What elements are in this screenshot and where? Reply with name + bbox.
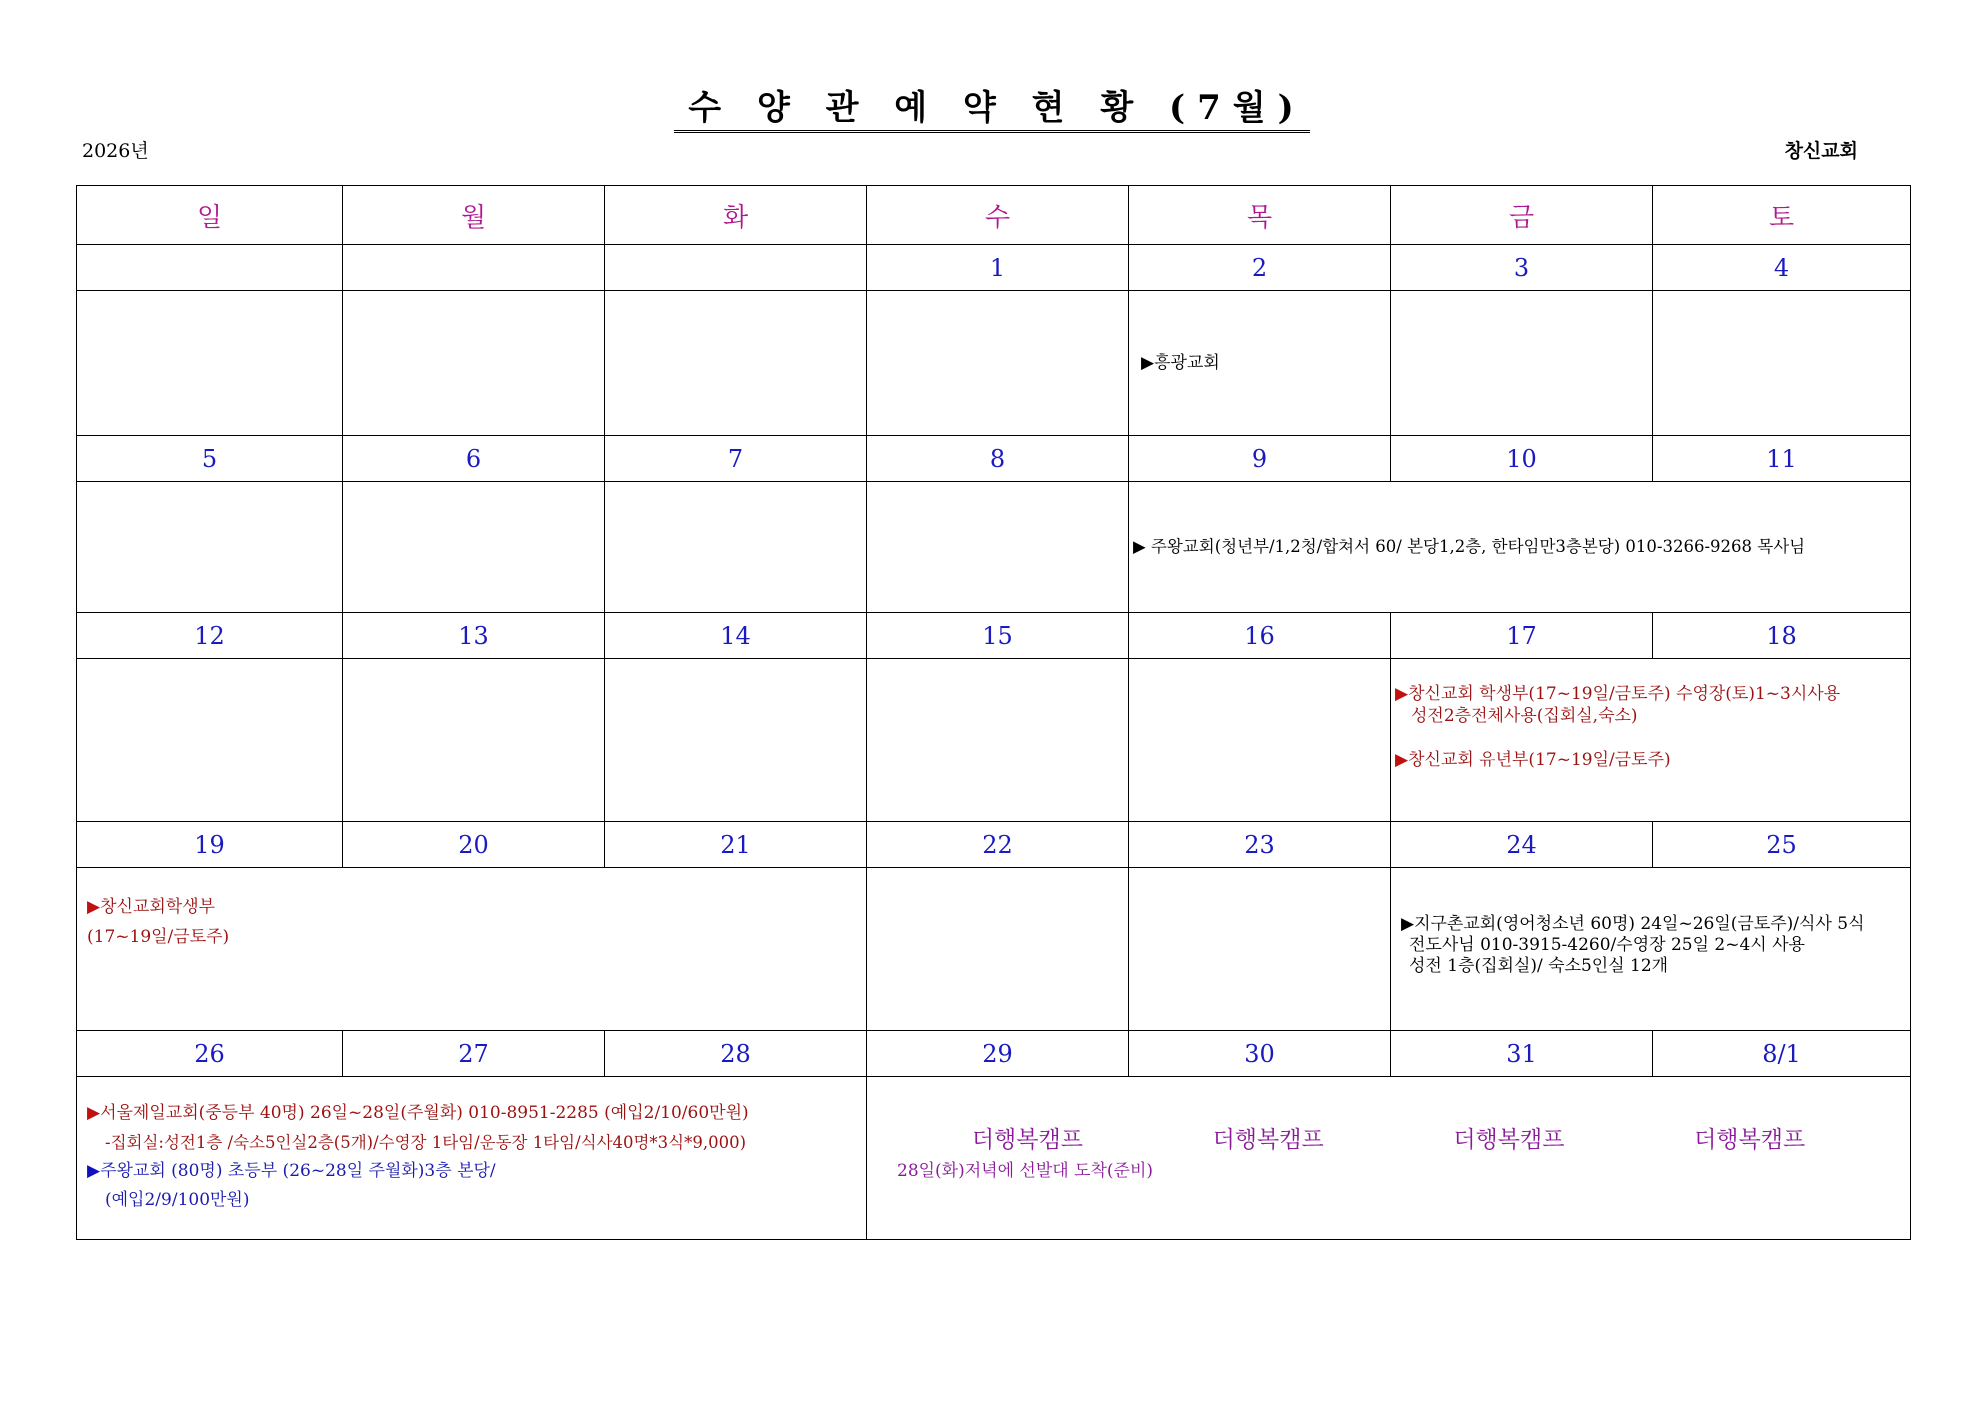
event-cell: [77, 291, 343, 436]
event-cell: [1129, 659, 1391, 822]
event-cell: [343, 482, 605, 613]
weekday-sun: 일: [77, 186, 343, 245]
weekday-sat: 토: [1653, 186, 1911, 245]
event-cell: [1391, 659, 1911, 822]
date-cell: 15: [867, 613, 1129, 659]
event-cell: [867, 868, 1129, 1031]
week-1-events: [77, 291, 1911, 436]
event-item-detail: -집회실:성전1층 /숙소5인실2층(5개)/수영장 1타임/운동장 1타임/식사40명*3식*9,000): [105, 1133, 747, 1152]
date-cell: 12: [77, 613, 343, 659]
event-cell: [343, 291, 605, 436]
date-cell: [605, 245, 867, 291]
church-name: 창신교회: [1784, 140, 1858, 162]
event-cell: [867, 291, 1129, 436]
week-2-dates: [77, 436, 1911, 482]
date-cell: [343, 245, 605, 291]
event-cell: [605, 291, 867, 436]
event-item: ▶서울제일교회(중등부 40명) 26일~28일(주월화) 010-8951-2285 (예입2/10/60만원): [87, 1103, 749, 1123]
event-item: ▶지구촌교회(영어청소년 60명) 24일~26일(금토주)/식사 5식: [1401, 914, 1865, 934]
event-item: 더행복캠프: [1453, 1127, 1565, 1153]
date-cell: 21: [605, 822, 867, 868]
date-cell: 2: [1129, 245, 1391, 291]
event-cell: [867, 482, 1129, 613]
event-cell: [1653, 291, 1911, 436]
event-cell: [605, 482, 867, 613]
date-cell: 30: [1129, 1031, 1391, 1077]
event-item: ▶ 주왕교회(청년부/1,2청/합쳐서 60/ 본당1,2층, 한타임만3층본당) 010-3266-9268 목사님: [1133, 537, 1806, 556]
event-cell: [77, 482, 343, 613]
weekday-wed: 수: [867, 186, 1129, 245]
event-cell: [77, 659, 343, 822]
event-item-detail: (예입2/9/100만원): [105, 1190, 250, 1210]
date-cell: 10: [1391, 436, 1653, 482]
date-cell: 29: [867, 1031, 1129, 1077]
camp-row: [867, 1121, 1910, 1154]
week-5-events: [77, 1077, 1911, 1240]
event-cell: [1391, 291, 1653, 436]
event-item-detail: 28일(화)저녁에 선발대 도착(준비): [897, 1161, 1154, 1181]
weekday-fri: 금: [1391, 186, 1653, 245]
week-4-dates: [77, 822, 1911, 868]
event-cell: [77, 1077, 867, 1240]
date-cell: 26: [77, 1031, 343, 1077]
event-cell: [867, 1077, 1911, 1240]
date-cell: 4: [1653, 245, 1911, 291]
event-item-detail: (17~19일/금토주): [87, 927, 230, 947]
week-4-events: [77, 868, 1911, 1031]
weekday-mon: 월: [343, 186, 605, 245]
event-cell: [605, 659, 867, 822]
event-item: ▶흥광교회: [1141, 353, 1220, 373]
event-item: ▶창신교회 학생부(17~19일/금토주) 수영장(토)1~3시사용: [1395, 684, 1841, 704]
week-3-events: [77, 659, 1911, 822]
date-cell: 13: [343, 613, 605, 659]
event-item: ▶주왕교회 (80명) 초등부 (26~28일 주월화)3층 본당/: [87, 1161, 496, 1181]
event-cell: [343, 659, 605, 822]
week-3-dates: [77, 613, 1911, 659]
week-5-dates: [77, 1031, 1911, 1077]
date-cell: 24: [1391, 822, 1653, 868]
date-cell: 5: [77, 436, 343, 482]
event-cell: [77, 868, 867, 1031]
date-cell: 31: [1391, 1031, 1653, 1077]
event-cell: [867, 659, 1129, 822]
date-cell: 11: [1653, 436, 1911, 482]
page-title: 수 양 관 예 약 현 황 (7월): [0, 88, 1984, 133]
date-cell: 27: [343, 1031, 605, 1077]
week-1-dates: [77, 245, 1911, 291]
date-cell: 1: [867, 245, 1129, 291]
event-item: ▶창신교회학생부: [87, 897, 216, 917]
date-cell: 8: [867, 436, 1129, 482]
date-cell: 3: [1391, 245, 1653, 291]
year-label: 2026년: [82, 140, 149, 162]
week-2-events: [77, 482, 1911, 613]
event-cell: [1129, 868, 1391, 1031]
weekday-header-row: [77, 186, 1911, 245]
date-cell: 19: [77, 822, 343, 868]
date-cell: 20: [343, 822, 605, 868]
event-item: 더행복캠프: [1212, 1127, 1324, 1153]
event-cell: [1391, 868, 1911, 1031]
date-cell: 22: [867, 822, 1129, 868]
weekday-thu: 목: [1129, 186, 1391, 245]
calendar-table: [76, 185, 1911, 1240]
date-cell: 23: [1129, 822, 1391, 868]
date-cell: 25: [1653, 822, 1911, 868]
date-cell: 16: [1129, 613, 1391, 659]
event-item: ▶창신교회 유년부(17~19일/금토주): [1395, 750, 1671, 770]
date-cell: 9: [1129, 436, 1391, 482]
event-item-detail: 전도사님 010-3915-4260/수영장 25일 2~4시 사용: [1409, 935, 1805, 955]
event-item: 더행복캠프: [971, 1127, 1083, 1153]
date-cell: 17: [1391, 613, 1653, 659]
date-cell: 18: [1653, 613, 1911, 659]
event-item-detail: 성전 1층(집회실)/ 숙소5인실 12개: [1409, 956, 1669, 976]
event-cell: [1129, 482, 1911, 613]
event-item-detail: 성전2층전체사용(집회실,숙소): [1411, 706, 1638, 726]
date-cell: 28: [605, 1031, 867, 1077]
event-item: 더행복캠프: [1694, 1127, 1806, 1153]
date-cell: 6: [343, 436, 605, 482]
date-cell: 8/1: [1653, 1031, 1911, 1077]
event-cell: [1129, 291, 1391, 436]
weekday-tue: 화: [605, 186, 867, 245]
date-cell: 14: [605, 613, 867, 659]
date-cell: [77, 245, 343, 291]
date-cell: 7: [605, 436, 867, 482]
